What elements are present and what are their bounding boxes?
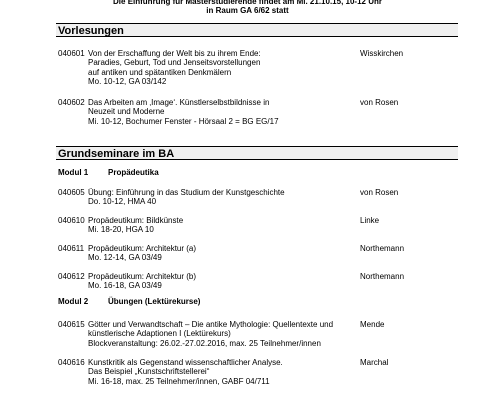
- course-description: [88, 358, 378, 386]
- course-description: [88, 320, 378, 348]
- course-line: Von der Erschaffung der Welt bis zu ihrem Ende:: [88, 49, 261, 58]
- course-line: auf antiken und spätantiken Denkmälern: [88, 67, 232, 77]
- course-line: Götter und Verwandtschaft – Die antike Mythologie: Quellentexte und: [88, 320, 334, 329]
- course-number: 040612: [58, 272, 85, 281]
- module-title: Übungen (Lektürekurse): [108, 297, 201, 306]
- module-label: Modul 2: [58, 297, 89, 306]
- course-line: Do. 10-12, HMA 40: [88, 197, 157, 207]
- course-line: Mo. 10-12, GA 03/142: [88, 77, 167, 87]
- course-line: Übung: Einführung in das Studium der Kunstgeschichte: [88, 188, 285, 197]
- course-line: Blockveranstaltung: 26.02.-27.02.2016, max. 25 Teilnehmer/innen: [88, 338, 321, 348]
- course-description: [88, 216, 378, 235]
- course-line: Mi. 18-20, HGA 10: [88, 225, 154, 235]
- course-line: Kunstkritik als Gegenstand wissenschaftlicher Analyse.: [88, 358, 283, 367]
- course-number: 040610: [58, 216, 85, 225]
- course-line: Neuzeit und Moderne: [88, 107, 165, 117]
- module-label: Modul 1: [58, 168, 89, 177]
- header-line-1: Die Einführung für Masterstudierende findet am Mi. 21.10.15, 10-12 Uhr: [113, 0, 382, 6]
- course-line: Paradies, Geburt, Tod und Jenseitsvorstellungen: [88, 58, 261, 68]
- course-line: Mo. 12-14, GA 03/49: [88, 253, 162, 263]
- course-number: 040611: [58, 244, 85, 253]
- course-instructor: Marchal: [360, 358, 389, 367]
- course-instructor: Linke: [360, 216, 380, 225]
- course-instructor: Northemann: [360, 244, 405, 253]
- course-instructor: von Rosen: [360, 98, 399, 107]
- course-number: 040601: [58, 49, 85, 58]
- course-line: Das Beispiel „Kunstschriftstellerei“: [88, 367, 210, 377]
- section-heading-vorlesungen: Vorlesungen: [56, 23, 458, 37]
- course-instructor: von Rosen: [360, 188, 399, 197]
- course-line: Propädeutikum: Architektur (b): [88, 272, 197, 281]
- header-line-2: in Raum GA 6/62 statt: [206, 6, 289, 15]
- course-instructor: Wisskirchen: [360, 49, 404, 58]
- module-heading: [58, 168, 159, 178]
- course-line: Propädeutikum: Bildkünste: [88, 216, 184, 225]
- course-line: Das Arbeiten am ‚Image‘. Künstlerselbstbildnisse in: [88, 98, 270, 107]
- course-number: 040616: [58, 358, 85, 367]
- course-line: künstlerische Adaptionen I (Lektürekurs): [88, 329, 231, 339]
- course-instructor: Northemann: [360, 272, 405, 281]
- module-heading: [58, 297, 200, 307]
- course-description: [88, 244, 378, 263]
- course-number: 040602: [58, 98, 85, 107]
- course-number: 040605: [58, 188, 85, 197]
- course-number: 040615: [58, 320, 85, 329]
- course-description: [88, 49, 378, 87]
- course-line: Mo. 16-18, GA 03/49: [88, 281, 162, 291]
- course-instructor: Mende: [360, 320, 385, 329]
- section-heading-grundseminare: Grundseminare im BA: [56, 146, 458, 160]
- course-description: [88, 272, 378, 291]
- course-description: [88, 188, 378, 207]
- course-line: Propädeutikum: Architektur (a): [88, 244, 197, 253]
- course-line: Mi. 16-18, max. 25 Teilnehmer/innen, GABF 04/711: [88, 376, 270, 386]
- module-title: Propädeutika: [108, 168, 159, 177]
- course-description: [88, 98, 378, 126]
- course-line: Mi. 10-12, Bochumer Fenster - Hörsaal 2 = BG EG/17: [88, 116, 279, 126]
